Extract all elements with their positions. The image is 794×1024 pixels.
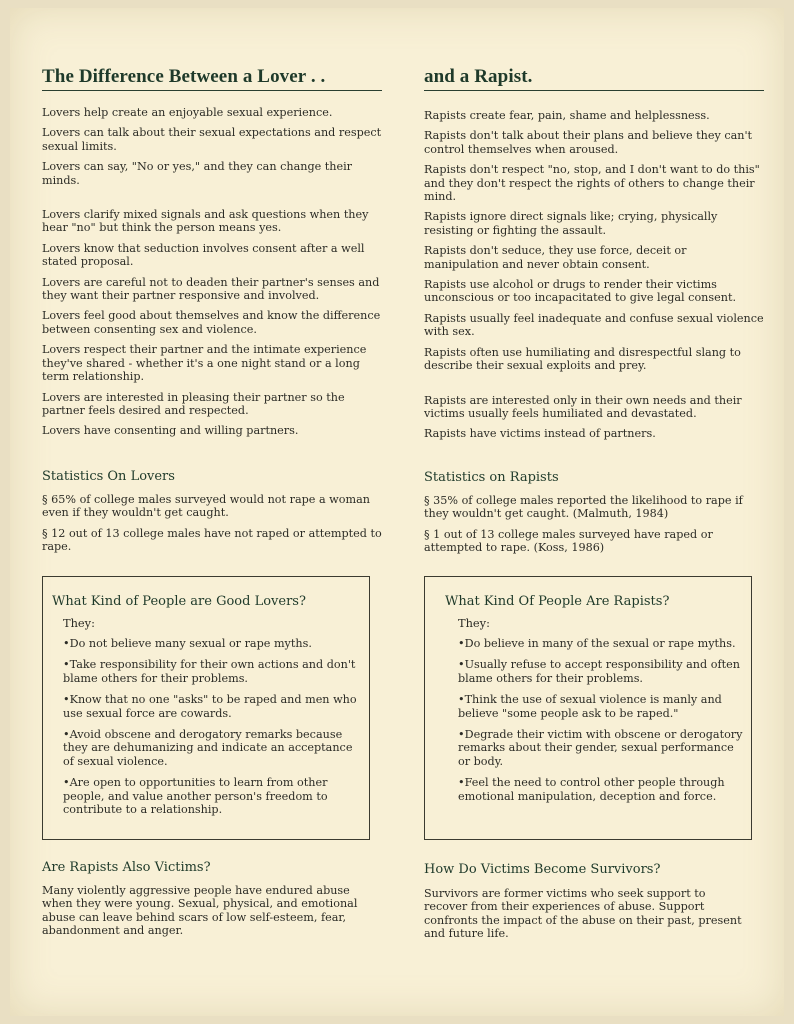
rapist-box <box>424 576 752 840</box>
rapist-stat: § 1 out of 13 college males surveyed have raped or attempted to rape. (Koss, 1986) <box>424 527 713 555</box>
lover-stats-heading: Statistics On Lovers <box>42 469 175 484</box>
rapist-stat: § 35% of college males reported the likelihood to rape if they wouldn't get caught. (Malmuth, 1984) <box>424 494 743 521</box>
rapist-item: Rapists don't seduce, they use force, deceit or manipulation and never obtain consent. <box>424 244 687 271</box>
lover-item: Lovers can say, "No or yes," and they can change their minds. <box>42 160 353 187</box>
lover-item: Lovers respect their partner and the intimate experience they've shared - whether it's a one night stand or a long term relationship. <box>42 343 367 384</box>
rapist-bottom-heading: How Do Victims Become Survivors? <box>424 862 661 877</box>
lover-stats <box>42 493 382 561</box>
lover-title: The Difference Between a Lover . . <box>42 66 382 91</box>
lover-box <box>42 576 370 840</box>
rapist-box-item: •Think the use of sexual violence is manly and believe "some people ask to be raped." <box>458 693 722 720</box>
lover-item: Lovers clarify mixed signals and ask questions when they hear "no" but think the person means yes. <box>42 208 369 235</box>
rapist-box-item: •Feel the need to control other people through emotional manipulation, deception and force. <box>458 776 725 803</box>
lover-item: Lovers know that seduction involves consent after a well stated proposal. <box>42 241 365 269</box>
lover-box-heading: What Kind of People are Good Lovers? <box>52 594 306 609</box>
rapist-box-heading: What Kind Of People Are Rapists? <box>445 594 670 609</box>
lover-item: Lovers are careful not to deaden their partner's senses and they want their partner responsive and involved. <box>42 275 380 303</box>
rapist-item: Rapists create fear, pain, shame and helplessness. <box>424 109 710 122</box>
rapist-box-item: •Do believe in many of the sexual or rape myths. <box>458 637 736 650</box>
rapist-item: Rapists don't talk about their plans and believe they can't control themselves when aroused. <box>424 129 753 156</box>
rapist-item: Rapists ignore direct signals like; crying, physically resisting or fighting the assault. <box>424 210 718 237</box>
lover-box-list <box>63 637 363 824</box>
lover-box-they: They: <box>63 616 95 630</box>
rapist-item: Rapists usually feel inadequate and confuse sexual violence with sex. <box>424 311 764 339</box>
lover-bottom-heading: Are Rapists Also Victims? <box>42 860 211 875</box>
rapist-box-item: •Degrade their victim with obscene or derogatory remarks about their gender, sexual performance or body. <box>458 728 743 768</box>
lover-box-item: •Avoid obscene and derogatory remarks because they are dehumanizing and indicate an acceptance of sexual violence. <box>63 728 353 768</box>
lover-item: Lovers are interested in pleasing their partner so the partner feels desired and respected. <box>42 390 345 417</box>
lover-box-item: •Take responsibility for their own actions and don't blame others for their problems. <box>63 658 356 685</box>
rapist-item: Rapists have victims instead of partners. <box>424 427 656 441</box>
rapist-box-they: They: <box>458 616 490 630</box>
lover-item: Lovers can talk about their sexual expectations and respect sexual limits. <box>42 126 382 153</box>
rapist-list <box>424 109 764 441</box>
lover-box-item: •Do not believe many sexual or rape myths. <box>63 637 312 650</box>
rapist-item: Rapists often use humiliating and disrespectful slang to describe their sexual exploits and prey. <box>424 345 741 373</box>
lover-item: Lovers feel good about themselves and know the difference between consenting sex and violence. <box>42 309 381 336</box>
brochure-page <box>10 8 784 1016</box>
rapist-bottom-text: Survivors are former victims who seek support to recover from their experiences of abuse. Support confronts the impact of the abuse on their past, present and future life. <box>424 887 742 941</box>
lover-box-item: •Know that no one "asks" to be raped and men who use sexual force are cowards. <box>63 693 357 720</box>
rapist-box-list <box>458 637 745 811</box>
lover-stat: § 12 out of 13 college males have not raped or attempted to rape. <box>42 526 382 554</box>
rapist-stats <box>424 494 764 562</box>
rapist-item: Rapists are interested only in their own needs and their victims usually feels humiliated and devastated. <box>424 393 742 420</box>
lover-stat: § 65% of college males surveyed would not rape a woman even if they wouldn't get caught. <box>42 493 370 520</box>
rapist-item: Rapists use alcohol or drugs to render their victims unconscious or too incapacitated to give legal consent. <box>424 278 737 305</box>
rapist-box-item: •Usually refuse to accept responsibility and often blame others for their problems. <box>458 658 740 685</box>
lover-list <box>42 106 382 438</box>
lover-item: Lovers have consenting and willing partners. <box>42 424 299 438</box>
lover-box-item: •Are open to opportunities to learn from other people, and value another person's freedom to contribute to a relationship. <box>63 776 328 817</box>
rapist-item: Rapists don't respect "no, stop, and I don't want to do this" and they don't respect the rights of others to change their mind. <box>424 163 760 204</box>
lover-item: Lovers help create an enjoyable sexual experience. <box>42 106 333 119</box>
lover-bottom-text: Many violently aggressive people have endured abuse when they were young. Sexual, physical, and emotional abuse can leave behind scars of low self-esteem, fear, abandonment and anger. <box>42 884 358 938</box>
rapist-title: and a Rapist. <box>424 66 764 91</box>
rapist-stats-heading: Statistics on Rapists <box>424 470 559 485</box>
